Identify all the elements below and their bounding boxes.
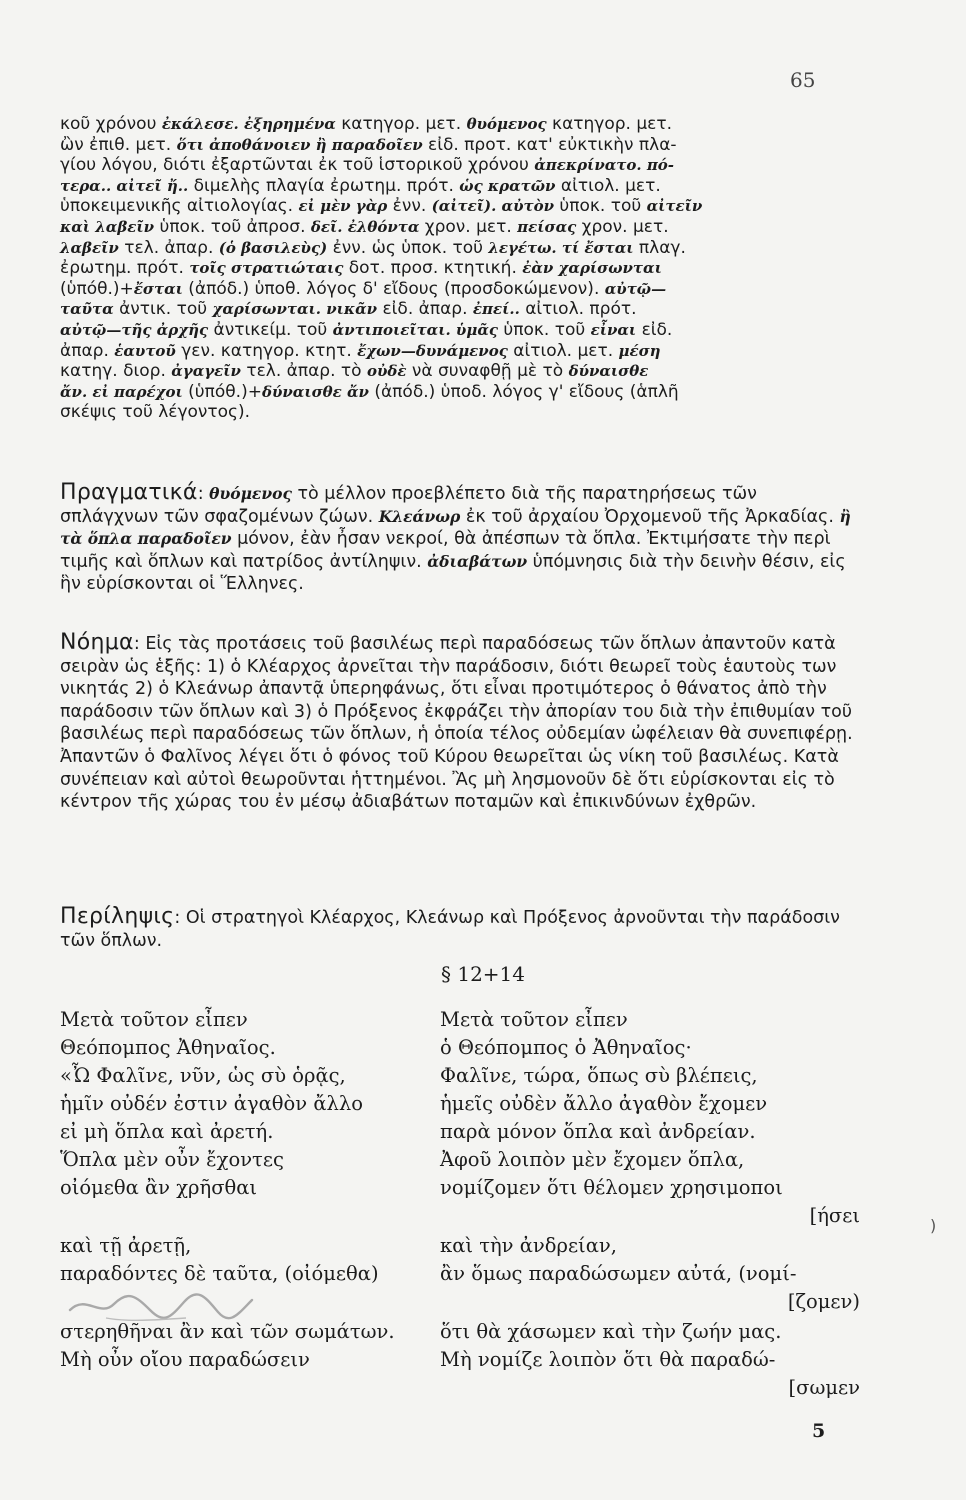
note-term: πείσας [517, 217, 577, 236]
translation-line: νομίζομεν ὅτι θέλομεν χρησιμοποι [440, 1176, 783, 1199]
translation-line: ὁ Θεόπομπος ὁ Ἀθηναῖος· [440, 1036, 692, 1059]
note-line [60, 382, 860, 403]
note-term: εἰ μὲν γὰρ [298, 197, 388, 216]
note-text: αἰτιολ. μετ. [507, 340, 619, 361]
stray-mark: ) [930, 1216, 937, 1235]
note-term: δύναισθε [568, 362, 649, 381]
note-term: λαβεῖν [60, 238, 119, 257]
note-text: τελ. ἀπαρ. τὸ [240, 361, 367, 382]
note-line [60, 114, 860, 135]
note-text: αἰτιολ. μετ. [555, 175, 661, 196]
note-text: ἐνν. [387, 196, 432, 217]
note-term: καὶ λαβεῖν [60, 217, 155, 236]
note-line [60, 196, 860, 217]
section-mark: § 12+14 [440, 962, 525, 986]
translation-line: ὅτι θὰ χάσωμεν καὶ τὴν ζωήν μας. [440, 1320, 782, 1343]
note-text: χρον. μετ. [419, 216, 518, 237]
note-term: ἀπεκρίνατο. πό- [534, 156, 675, 175]
note-term: (αἰτεῖ). αὐτὸν [431, 197, 555, 216]
note-text: γεν. κατηγορ. κτητ. [175, 340, 358, 361]
translation-line: Ἀφοῦ λοιπὸν μὲν ἔχομεν ὅπλα, [440, 1148, 745, 1171]
noima-text: : Εἰς τὰς προτάσεις τοῦ βασιλέως περὶ παραδόσεως τῶν ὅπλων ἀπαντοῦν κατὰ σειρὰν ὡς ἑξῆς: 1) ὁ Κλέαρχος ἀρνεῖται τὴν παράδοσιν, διότι θεωρεῖ τοὺς ἑαυτοὺς των νικητάς 2) ὁ Κλεάνωρ ἀπαντᾷ ὑπερηφάνως, ὅτι εἶναι προτιμότερος ὁ θάνατος ἀπὸ τὴν παράδοσιν τῶν ὅπλων καὶ 3) ὁ Πρόξενος ἐκφράζει τὴν ἀπορίαν του διὰ τὴν ἐπιθυμίαν τοῦ βασιλέως περὶ παραδόσεως τῶν ὅπλων, ἡ ὁποία τέλος οὐδεμίαν ὠφέλειαν θὰ συνεπιφέρῃ. Ἀπαντῶν ὁ Φαλῖνος λέγει ὅτι ὁ φόνος τοῦ Κύρου θεωρεῖται ὡς νίκη τοῦ βασιλέως. Κατὰ συνέπειαν καὶ αὐτοὶ θεωροῦνται ἡττημένοι. Ἂς μὴ λησμονοῦν δὲ ὅτι εὑρίσκονται εἰς τὸ κέντρον τῆς χώρας του ἐν μέσῳ ἀδιαβάτων ποταμῶν καὶ ἐπικινδύνων ἐχθρῶν. [60, 634, 853, 813]
translation-line: παρὰ μόνον ὅπλα καὶ ἀνδρείαν. [440, 1120, 756, 1143]
note-line [60, 320, 860, 341]
note-term: ἐπεί.. [472, 300, 520, 319]
note-term: λεγέτω. τί ἔσται [488, 238, 634, 257]
ancient-text-line: παραδόντες δὲ ταῦτα, (οἰόμεθα) [60, 1262, 379, 1285]
note-text: δοτ. προσ. κτητική. [343, 258, 523, 279]
note-term: εἶναι [590, 320, 637, 339]
section-perilipsis [60, 906, 860, 952]
ancient-text-line: Μετὰ τοῦτον εἶπεν [60, 1008, 248, 1031]
note-text: (ἀπόδ.) ὑποθ. λόγος δ' εἴδους (προσδοκώμενον). [182, 278, 605, 299]
pragmatika-text: ὑπόμνησις διὰ τὴν δεινὴν θέσιν, εἰς ἣν εὑρίσκονται οἱ Ἕλληνες. [60, 551, 846, 595]
section-noima [60, 632, 860, 814]
note-line [60, 361, 860, 382]
pragmatika-term: θυόμενος [209, 484, 292, 503]
noima-heading: Νόημα [60, 630, 134, 655]
perilipsis-text: : Οἱ στρατηγοὶ Κλέαρχος, Κλεάνωρ καὶ Πρόξενος ἀρνοῦνται τὴν παράδοσιν τῶν ὅπλων. [60, 908, 840, 951]
note-text: (ὑπόθ.)+ [182, 381, 262, 402]
note-text: εἰδ. προτ. κατ' εὐκτικὴν πλα- [422, 134, 677, 155]
note-term: ἀντιποιεῖται. ὑμᾶς [332, 320, 498, 339]
note-term: ἐὰν χαρίσωνται [522, 259, 662, 278]
note-text: κοῦ χρόνου [60, 114, 162, 134]
note-term: τερα.. αἰτεῖ ἤ.. [60, 176, 189, 195]
note-text: χρον. μετ. [576, 216, 669, 237]
pragmatika-term: Κλεάνωρ [378, 506, 461, 526]
note-text: ὑποκ. τοῦ [554, 196, 647, 217]
note-term: αἰτεῖν [646, 197, 703, 216]
note-text: ἐνν. ὡς ὑποκ. τοῦ [327, 237, 489, 258]
note-line [60, 217, 860, 238]
note-line [60, 279, 860, 300]
note-term: ἔσται [133, 279, 183, 298]
note-text: ὢν ἐπιθ. μετ. [60, 134, 177, 155]
ancient-text-line: Θεόπομπος Ἀθηναῖος. [60, 1036, 276, 1059]
pragmatika-text: μόνον, ἐὰν ἦσαν νεκροί, θὰ ἀπέσπων τὰ ὅπλα. Ἐκτιμήσατε τὴν περὶ τιμῆς καὶ ὅπλων καὶ πατρίδος ἀντίληψιν. [60, 529, 831, 572]
note-term: χαρίσωνται. νικᾶν [212, 300, 378, 319]
note-line [60, 402, 860, 423]
signature-mark: 5 [812, 1420, 826, 1442]
translation-line: [σωμεν [788, 1376, 860, 1399]
section-pragmatika [60, 482, 860, 596]
note-term: θυόμενος [466, 115, 547, 133]
translation-line: καὶ τὴν ἀνδρείαν, [440, 1234, 617, 1257]
note-term: ὅτι ἀποθάνοιεν ἢ παραδοῖεν [176, 135, 423, 154]
note-text: ὑποκειμενικῆς αἰτιολογίας. [60, 196, 299, 217]
pragmatika-heading: Πραγματικά [60, 480, 198, 505]
note-line [60, 238, 860, 259]
note-line [60, 176, 860, 197]
pragmatika-term: ἀδιαβάτων [427, 551, 528, 571]
note-text: εἰδ. [636, 319, 673, 340]
pragmatika-term: ἢ τὰ ὅπλα παραδοῖεν [60, 506, 851, 549]
note-term: ἑαυτοῦ [114, 341, 176, 360]
perilipsis-heading: Περίληψις [60, 904, 175, 929]
note-text: κατηγ. διορ. [60, 361, 172, 382]
note-term: δεῖ. ἐλθόντα [310, 217, 420, 236]
note-text: νὰ συναφθῇ μὲ τὸ [406, 361, 569, 382]
pragmatika-text: : [197, 484, 210, 504]
handwritten-annotation [66, 1288, 256, 1324]
note-text: ὑποκ. τοῦ [498, 319, 591, 340]
note-line [60, 258, 860, 279]
note-term: ἔχων—δυνάμενος [357, 341, 508, 360]
ancient-text-line: Ὅπλα μὲν οὖν ἔχοντες [60, 1148, 284, 1171]
note-line [60, 155, 860, 176]
translation-line: [ζομεν) [787, 1290, 860, 1313]
note-line [60, 299, 860, 320]
note-line [60, 341, 860, 362]
translation-line: ἡμεῖς οὐδὲν ἄλλο ἀγαθὸν ἔχομεν [440, 1092, 768, 1115]
note-text: (ὑπόθ.)+ [60, 278, 134, 299]
note-text: ἀντικείμ. τοῦ [208, 319, 333, 340]
note-text: αἰτιολ. πρότ. [519, 299, 637, 320]
note-text: διμελὴς πλαγία ἐρωτημ. πρότ. [188, 175, 460, 196]
ancient-text-line: στερηθῆναι ἂν καὶ τῶν σωμάτων. [60, 1320, 395, 1343]
note-term: αὐτῷ—τῆς ἀρχῆς [60, 320, 209, 339]
grammar-notes [60, 114, 860, 423]
note-term: (ὁ βασιλεὺς) [218, 238, 328, 257]
ancient-text-line: οἰόμεθα ἂν χρῆσθαι [60, 1176, 258, 1199]
note-text: γίου λόγου, διότι ἐξαρτῶνται ἐκ τοῦ ἱστορικοῦ χρόνου [60, 155, 535, 176]
note-term: ταῦτα [60, 300, 114, 319]
note-text: τελ. ἀπαρ. [118, 237, 219, 258]
note-term: οὐδὲ [366, 362, 407, 381]
note-term: ἐκάλεσε. ἐξηρημένα [161, 115, 336, 133]
ancient-text-line: Μὴ οὖν οἴου παραδώσειν [60, 1348, 310, 1371]
note-text: ὑποκ. τοῦ ἀπροσ. [154, 216, 311, 237]
translation-line: Μετὰ τοῦτον εἶπεν [440, 1008, 628, 1031]
pragmatika-text: τὸ μέλλον προεβλέπετο διὰ τῆς παρατηρήσεως τῶν σπλάγχνων τῶν σφαζομένων ζώων. [60, 484, 757, 527]
note-text: ἀντικ. τοῦ [113, 299, 213, 320]
ancient-text-line: ἡμῖν οὐδέν ἐστιν ἀγαθὸν ἄλλο [60, 1092, 363, 1115]
note-line [60, 135, 860, 156]
translation-line: ἂν ὅμως παραδώσωμεν αὐτά, (νομί- [440, 1262, 797, 1285]
note-text: κατηγορ. μετ. [335, 114, 467, 134]
note-term: δύναισθε ἄν [261, 382, 369, 401]
page-number: 65 [790, 68, 816, 92]
translation-line: Μὴ νομίζε λοιπὸν ὅτι θὰ παραδώ- [440, 1348, 776, 1371]
ancient-text-line: εἰ μὴ ὅπλα καὶ ἀρετή. [60, 1120, 274, 1143]
note-text: ἐρωτημ. πρότ. [60, 258, 190, 279]
note-text: (ἀπόδ.) ὑποδ. λόγος γ' εἴδους (ἁπλῆ [368, 381, 679, 402]
note-term: ὡς κρατῶν [459, 176, 556, 195]
note-text: σκέψις τοῦ λέγοντος). [60, 402, 251, 423]
note-term: αὐτῷ— [604, 279, 667, 298]
pragmatika-text: ἐκ τοῦ ἀρχαίου Ὀρχομενοῦ τῆς Ἀρκαδίας. [460, 506, 840, 527]
translation-line: [ήσει [809, 1204, 860, 1227]
translation-line: Φαλῖνε, τώρα, ὅπως σὺ βλέπεις, [440, 1064, 758, 1087]
note-term: ἄν. εἰ παρέχοι [60, 382, 183, 401]
note-text: κατηγορ. μετ. [546, 114, 672, 134]
ancient-text-line: καὶ τῇ ἀρετῇ, [60, 1234, 192, 1257]
note-term: μέση [618, 341, 661, 360]
note-text: πλαγ. [633, 237, 686, 258]
note-term: ἀγαγεῖν [171, 362, 241, 381]
note-text: ἀπαρ. [60, 340, 115, 361]
ancient-text-line: «Ὦ Φαλῖνε, νῦν, ὡς σὺ ὁρᾷς, [60, 1064, 346, 1087]
note-text: εἰδ. ἀπαρ. [377, 299, 473, 320]
note-term: τοῖς στρατιώταις [189, 259, 344, 278]
